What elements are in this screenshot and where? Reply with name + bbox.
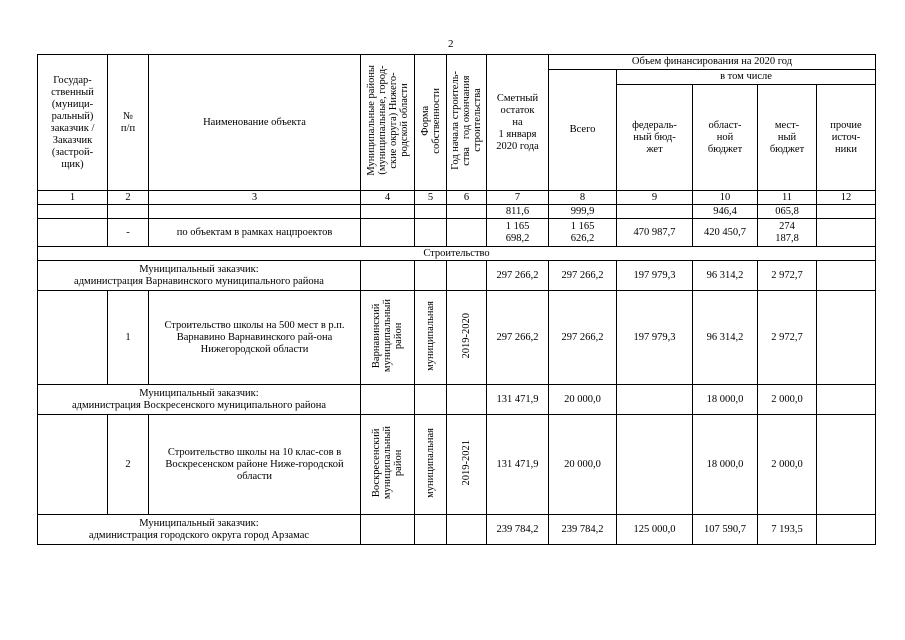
colnum-2: 2	[108, 191, 149, 205]
colnum-4: 4	[361, 191, 415, 205]
customer-1-total: 297 266,2	[549, 261, 617, 291]
natproj-estimate: 1 165 698,2	[487, 219, 549, 247]
customer-3-total: 239 784,2	[549, 515, 617, 545]
cont-regional: 946,4	[693, 205, 758, 219]
object-2-district	[361, 415, 415, 515]
object-1-years	[447, 291, 487, 385]
header-years	[447, 55, 487, 191]
colnum-6: 6	[447, 191, 487, 205]
header-including: в том числе	[617, 70, 876, 85]
colnum-9: 9	[617, 191, 693, 205]
object-1-federal: 197 979,3	[617, 291, 693, 385]
header-customer: Государ- ственный (муници- pальный) заказчик / Заказчик (застрой- щик)	[38, 55, 108, 191]
header-estimate: Сметный остаток на 1 января 2020 года	[487, 55, 549, 191]
cont-federal	[617, 205, 693, 219]
header-districts-text: Муниципальные районы (муниципальные, город- ские округа) Нижего- родской области	[365, 65, 410, 176]
customer-3-federal: 125 000,0	[617, 515, 693, 545]
object-1-district	[361, 291, 415, 385]
header-total: Всего	[549, 70, 617, 191]
header-federal: федераль- ный бюд- жет	[617, 85, 693, 191]
object-1-name: Строительство школы на 500 мест в р.п. Варнавино Варнавинского рай-она Нижегородской области	[149, 291, 361, 385]
object-1-ownership-text: муниципальная	[425, 300, 436, 371]
customer-2-estimate: 131 471,9	[487, 385, 549, 415]
object-1-district-text: Варнавинский муниципальный район	[371, 298, 404, 373]
colnum-11: 11	[758, 191, 817, 205]
object-1-total: 297 266,2	[549, 291, 617, 385]
colnum-8: 8	[549, 191, 617, 205]
object-1-ownership	[415, 291, 447, 385]
customer-3-local: 7 193,5	[758, 515, 817, 545]
object-2-ownership	[415, 415, 447, 515]
customer-2-total: 20 000,0	[549, 385, 617, 415]
customer-2-local: 2 000,0	[758, 385, 817, 415]
object-2-district-text: Воскресенский муниципальный район	[371, 425, 404, 500]
customer-3-estimate: 239 784,2	[487, 515, 549, 545]
section-row	[38, 247, 876, 261]
header-local: мест- ный бюджет	[758, 85, 817, 191]
continuation-row	[38, 205, 876, 219]
customer-row-1	[38, 261, 876, 291]
natproj-federal: 470 987,7	[617, 219, 693, 247]
section-title: Строительство	[38, 247, 876, 261]
customer-2-federal	[617, 385, 693, 415]
header-row-1	[38, 55, 876, 70]
cont-local: 065,8	[758, 205, 817, 219]
natproj-local: 274 187,8	[758, 219, 817, 247]
object-1-years-text: 2019-2020	[461, 312, 472, 359]
header-years-text: Год начала строитель- ства год окончания строительства	[450, 71, 483, 170]
natproj-name: по объектам в рамках нацпроектов	[149, 219, 361, 247]
object-2-num: 2	[108, 415, 149, 515]
customer-1-estimate: 297 266,2	[487, 261, 549, 291]
natproj-regional: 420 450,7	[693, 219, 758, 247]
object-2-years-text: 2019-2021	[461, 439, 472, 486]
header-other: прочие источ- ники	[817, 85, 876, 191]
colnum-3: 3	[149, 191, 361, 205]
header-districts	[361, 55, 415, 191]
header-ownership	[415, 55, 447, 191]
object-2-years	[447, 415, 487, 515]
customer-3-regional: 107 590,7	[693, 515, 758, 545]
cont-total: 999,9	[549, 205, 617, 219]
column-numbers-row	[38, 191, 876, 205]
customer-1-label: Муниципальный заказчик: администрация Варнавинского муниципального района	[38, 261, 361, 291]
customer-row-3	[38, 515, 876, 545]
object-2-name: Строительство школы на 10 клас-сов в Воскресенском районе Ниже-городской области	[149, 415, 361, 515]
header-regional: област- ной бюджет	[693, 85, 758, 191]
customer-2-label: Муниципальный заказчик: администрация Воскресенского муниципального района	[38, 385, 361, 415]
object-2-local: 2 000,0	[758, 415, 817, 515]
header-number: № п/п	[108, 55, 149, 191]
customer-3-label: Муниципальный заказчик: администрация городского округа город Арзамас	[38, 515, 361, 545]
colnum-7: 7	[487, 191, 549, 205]
object-1-regional: 96 314,2	[693, 291, 758, 385]
object-2-total: 20 000,0	[549, 415, 617, 515]
page-number: 2	[448, 38, 454, 50]
cont-estimate: 811,6	[487, 205, 549, 219]
natproj-total: 1 165 626,2	[549, 219, 617, 247]
customer-1-regional: 96 314,2	[693, 261, 758, 291]
header-ownership-text: Форма собственности	[419, 87, 442, 154]
object-row-2	[38, 415, 876, 515]
colnum-1: 1	[38, 191, 108, 205]
object-2-estimate: 131 471,9	[487, 415, 549, 515]
natproj-num: -	[108, 219, 149, 247]
colnum-12: 12	[817, 191, 876, 205]
object-2-federal	[617, 415, 693, 515]
object-1-local: 2 972,7	[758, 291, 817, 385]
header-object-name: Наименование объекта	[149, 55, 361, 191]
colnum-5: 5	[415, 191, 447, 205]
colnum-10: 10	[693, 191, 758, 205]
natproj-row	[38, 219, 876, 247]
customer-2-regional: 18 000,0	[693, 385, 758, 415]
object-2-regional: 18 000,0	[693, 415, 758, 515]
customer-1-local: 2 972,7	[758, 261, 817, 291]
customer-1-federal: 197 979,3	[617, 261, 693, 291]
object-1-estimate: 297 266,2	[487, 291, 549, 385]
customer-row-2	[38, 385, 876, 415]
object-row-1	[38, 291, 876, 385]
object-2-ownership-text: муниципальная	[425, 427, 436, 498]
object-1-num: 1	[108, 291, 149, 385]
header-funding: Объем финансирования на 2020 год	[549, 55, 876, 70]
financing-table	[37, 54, 876, 545]
